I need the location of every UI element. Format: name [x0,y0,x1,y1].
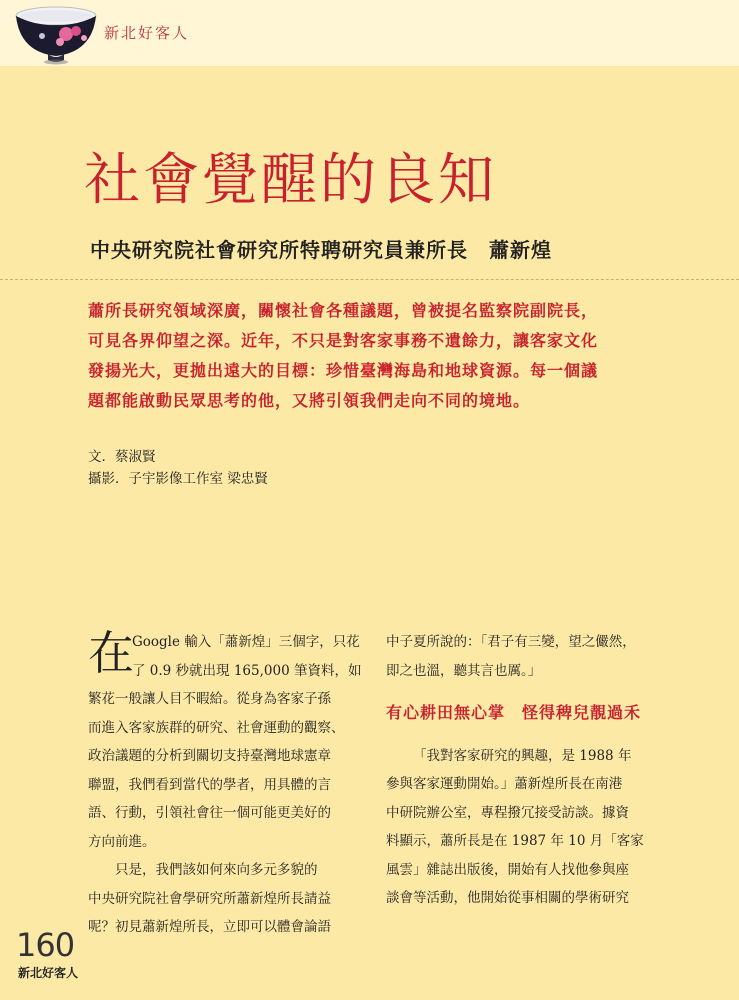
body-line: 參與客家運動開始。」蕭新煌所長在南港 [386,776,623,792]
body-line: 即之也溫，聽其言也厲。」 [386,662,542,679]
header-bar [0,0,739,66]
credits [88,446,268,490]
article-subtitle: 中央研究院社會研究所特聘研究員兼所長 蕭新煌 [90,238,552,262]
porcelain-bowl-icon [14,4,98,66]
writer-credit: 文．蔡淑賢 [88,449,156,465]
spacer [386,685,654,699]
drop-cap: 在 [88,626,134,680]
body-line: 政治議題的分析到關切支持臺灣地球憲章 [88,748,331,764]
section-tag: 新北好客人 [104,24,190,42]
body-line: 談會等活動，他開始從事相關的學術研究 [386,890,629,906]
spacer [386,728,654,742]
body-line: 中央研究院社會學研究所蕭新煌所長請益 [88,890,331,907]
lead-line: 題都能啟動民眾思考的他，又將引領我們走向不同的境地。 [88,391,531,410]
body-line: 了 0.9 秒就出現 165,000 筆資料，如 [132,662,362,679]
body-line: 方向前進。 [88,833,156,850]
page-number: 160 [16,926,75,964]
body-column-left [88,628,362,942]
body-line: 語、行動，引領社會往一個可能更美好的 [88,805,331,821]
section-heading: 有心耕田無心掌 怪得稗兒靚過禾 [386,703,642,722]
body-line: 繁花一般讓人目不暇給。從身為客家子孫 [88,691,331,707]
lead-line: 發揚光大，更拋出遠大的目標：珍惜臺灣海島和地球資源。每一個議 [88,361,599,380]
footer-magazine-name: 新北好客人 [18,966,79,980]
body-column-right [386,628,654,913]
body-line: 中研院辦公室，專程撥冗接受訪談。據資 [386,804,629,821]
body-line: 中子夏所說的：「君子有三變，望之儼然， [386,634,636,650]
dashed-divider [0,279,739,280]
lead-line: 蕭所長研究領域深廣，關懷社會各種議題，曾被提名監察院副院長， [88,301,599,320]
body-line: 風雲」雜誌出版後，開始有人找他參與座 [386,861,629,878]
body-line: 而進入客家族群的研究、社會運動的觀察、 [88,719,345,736]
body-line: Google 輸入「蕭新煌」三個字，只花 [132,634,360,650]
body-line: 只是，我們該如何來向多元多貌的 [115,862,318,878]
body-line: 「我對客家研究的興趣，是 1988 年 [413,747,632,764]
lead-paragraph [88,296,648,416]
lead-line: 可見各界仰望之深。近年，不只是對客家事務不遺餘力，讓客家文化 [88,331,599,350]
body-line: 呢？初見蕭新煌所長，立即可以體會論語 [88,919,331,935]
body-line: 聯盟，我們看到當代的學者，用具體的言 [88,776,331,793]
photographer-credit: 攝影．子宇影像工作室 梁忠賢 [88,471,268,487]
body-line: 料顯示，蕭所長是在 1987 年 10 月「客家 [386,833,644,849]
article-title: 社會覺醒的良知 [84,148,497,213]
